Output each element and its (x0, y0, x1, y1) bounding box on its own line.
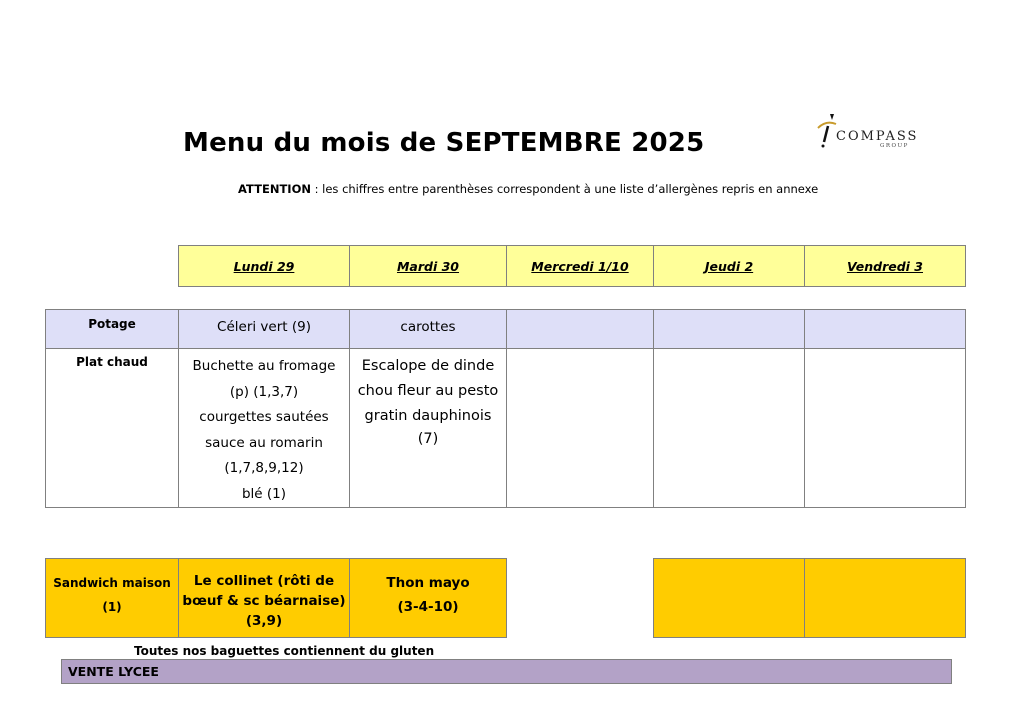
plat-chaud-mercredi (507, 349, 654, 508)
potage-row (46, 310, 966, 349)
potage-jeudi (654, 310, 805, 349)
plat-chaud-mardi (350, 349, 507, 508)
vente-lycee-bar (61, 659, 952, 684)
menu-table (45, 309, 966, 508)
sandwich-table (45, 558, 966, 638)
plat-mardi-line: gratin dauphinois (364, 408, 492, 424)
plat-chaud-jeudi (654, 349, 805, 508)
plat-mardi-line: Escalope de dinde (361, 358, 495, 374)
vente-lycee-label: VENTE LYCEE (68, 664, 159, 679)
day-header-lundi: Lundi 29 (179, 246, 350, 287)
compass-logo (810, 112, 940, 152)
sandwich-mercredi-empty (507, 559, 654, 638)
plat-lundi-line: Buchette au fromage (192, 358, 336, 374)
plat-mardi-line: (7) (417, 431, 439, 447)
plat-lundi-line: (1,7,8,9,12) (224, 460, 304, 476)
logo-subtext: GROUP (880, 143, 909, 149)
potage-mercredi (507, 310, 654, 349)
plat-lundi-line: (p) (1,3,7) (229, 383, 299, 400)
plat-lundi-line: courgettes sautées (199, 409, 329, 425)
plat-chaud-label-cell (46, 349, 179, 508)
potage-mardi-text: carottes (400, 319, 456, 335)
sandwich-mardi-line: Thon mayo (386, 575, 470, 591)
sandwich-vendredi (805, 559, 966, 638)
plat-chaud-row (46, 349, 966, 508)
sandwich-label-cell (46, 559, 179, 638)
sandwich-lundi (179, 559, 350, 638)
gluten-note: Toutes nos baguettes contiennent du gluten (134, 644, 435, 658)
plat-lundi-line: blé (1) (241, 485, 287, 502)
potage-label: Potage (88, 317, 136, 331)
plat-chaud-lundi (179, 349, 350, 508)
logo-wordmark: COMPASS (836, 129, 919, 144)
allergen-notice (238, 182, 818, 196)
day-header-mercredi: Mercredi 1/10 (507, 246, 654, 287)
day-header-jeudi: Jeudi 2 (654, 246, 805, 287)
plat-chaud-label: Plat chaud (76, 355, 148, 369)
sandwich-lundi-line: (3,9) (245, 613, 283, 629)
page-title: Menu du mois de SEPTEMBRE 2025 (183, 128, 705, 158)
sandwich-mardi (350, 559, 507, 638)
potage-lundi (179, 310, 350, 349)
sandwich-lundi-line: Le collinet (rôti de (193, 573, 335, 589)
attention-text: : les chiffres entre parenthèses correspondent à une liste d’allergènes repris en annexe (310, 182, 819, 196)
sandwich-lundi-line: bœuf & sc béarnaise) (182, 593, 346, 609)
plat-chaud-vendredi (805, 349, 966, 508)
day-header-table (178, 245, 966, 287)
day-header-mardi: Mardi 30 (350, 246, 507, 287)
attention-label: ATTENTION (238, 182, 311, 196)
potage-mardi (350, 310, 507, 349)
plat-mardi-line: chou fleur au pesto (357, 383, 499, 399)
sandwich-row (46, 559, 966, 638)
day-header-vendredi: Vendredi 3 (805, 246, 966, 287)
potage-label-cell (46, 310, 179, 349)
potage-vendredi (805, 310, 966, 349)
plat-lundi-line: sauce au romarin (205, 434, 323, 451)
sandwich-jeudi (654, 559, 805, 638)
sandwich-label-allergen: (1) (102, 600, 122, 614)
sandwich-label: Sandwich maison (53, 576, 171, 590)
potage-lundi-text: Céleri vert (9) (217, 319, 311, 335)
sandwich-mardi-line: (3-4-10) (397, 599, 459, 615)
